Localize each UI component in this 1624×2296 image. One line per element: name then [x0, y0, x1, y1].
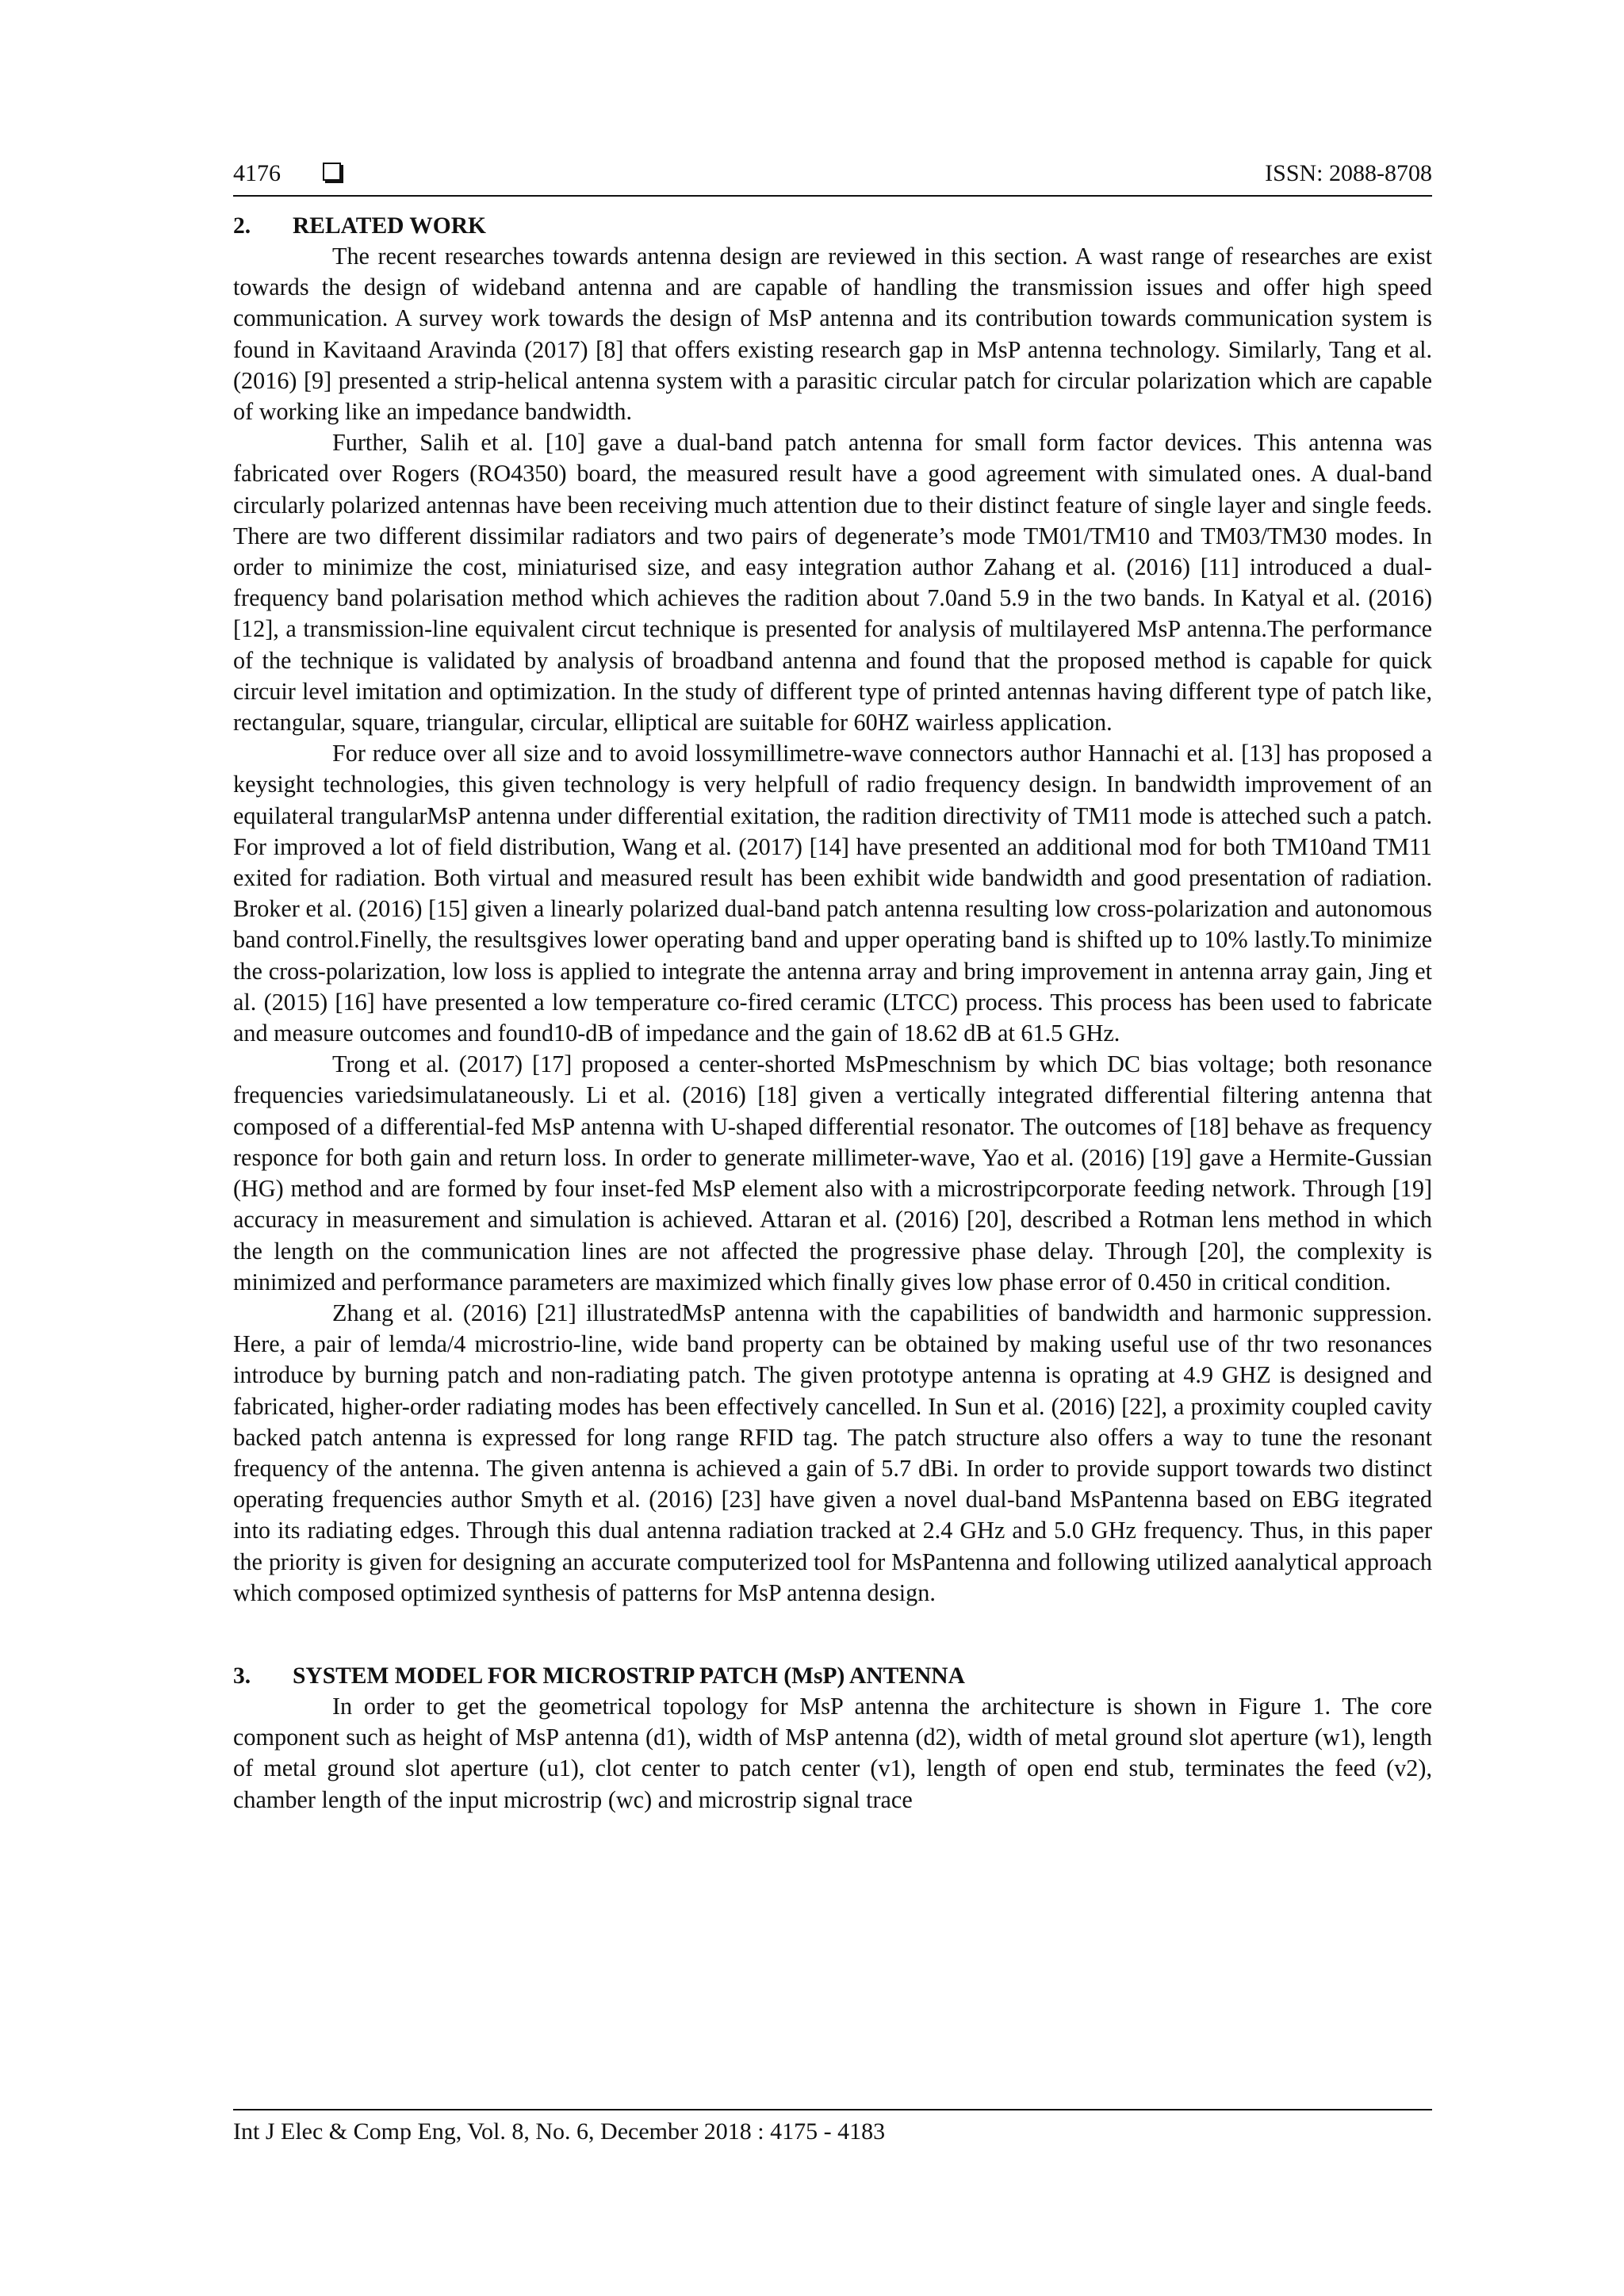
page-number: 4176 [233, 160, 281, 186]
paragraph: In order to get the geometrical topology for MsP antenna the architecture is shown in Figure 1. The core component such as height of MsP antenna (d1), width of MsP antenna (d2), width of metal ground slot aperture (w1), length of metal ground slot aperture (u1), clot center to patch center (v1), length of open end stub, terminates the feed (v2), chamber length of the input microstrip (wc) and microstrip signal trace [233, 1692, 1432, 1813]
issn: ISSN: 2088-8708 [1265, 160, 1432, 186]
section-related-work [233, 211, 1432, 1609]
footer-rule [233, 2109, 1432, 2110]
section-heading [233, 1661, 1432, 1691]
section-number: 3. [233, 1663, 251, 1689]
paragraph: Further, Salih et al. [10] gave a dual-band patch antenna for small form factor devices. This antenna was fabricated over Rogers (RO4350) board, the measured result have a good agreement with simulated ones. A dual-band circularly polarized antennas have been receiving much attention due to their distinct feature of single layer and single feeds. There are two different dissimilar radiators and two pairs of degenerate’s mode TM01/TM10 and TM03/TM30 modes. In order to minimize the cost, miniaturised size, and easy integration author Zahang et al. (2016) [11] introduced a dual-frequency band polarisation method which achieves the radition about 7.0and 5.9 in the two bands. In Katyal et al. (2016) [12], a transmission-line equivalent circut technique is presented for analysis of multilayered MsP antenna.The performance of the technique is validated by analysis of broadband antenna and found that the proposed method is capable for quick circuir level imitation and optimization. In the study of different type of printed antennas having different type of patch like, rectangular, square, triangular, circular, elliptical are suitable for 60HZ wairless application. [233, 429, 1432, 737]
section-title: RELATED WORK [293, 213, 486, 239]
section-number: 2. [233, 213, 251, 239]
paragraph: The recent researches towards antenna design are reviewed in this section. A wast range of researches are exist towards the design of wideband antenna and are capable of handling the transmission issues and offer high speed communication. A survey work towards the design of MsP antenna and its contribution towards communication system is found in Kavitaand Aravinda (2017) [8] that offers existing research gap in MsP antenna technology. Similarly, Tang et al. (2016) [9] presented a strip-helical antenna system with a parasitic circular patch for circular polarization which are capable of working like an impedance bandwidth. [233, 243, 1432, 426]
paragraph: For reduce over all size and to avoid lossymillimetre-wave connectors author Hannachi et al. [13] has proposed a keysight technologies, this given technology is very helpfull of radio frequency design. In bandwidth improvement of an equilateral trangularMsP antenna under differential exitation, the radition directivity of TM11 mode is atteched such a patch. For improved a lot of field distribution, Wang et al. (2017) [14] have presented an additional mod for both TM10and TM11 exited for radiation. Both virtual and measured result has been exhibit wide bandwidth and good presentation of radiation. Broker et al. (2016) [15] given a linearly polarized dual-band patch antenna resulting low cross-polarization and autonomous band control.Finelly, the resultsgives lower operating band and upper operating band is shifted up to 10% lastly.To minimize the cross-polarization, low loss is applied to integrate the antenna array and bring improvement in antenna array gain, Jing et al. (2015) [16] have presented a low temperature co-fired ceramic (LTCC) process. This process has been used to fabricate and measure outcomes and found10-dB of impedance and the gain of 18.62 dB at 61.5 GHz. [233, 740, 1432, 1047]
page-body [233, 151, 1432, 1816]
section-system-model [233, 1661, 1432, 1816]
paragraph: Trong et al. (2017) [17] proposed a center-shorted MsPmeschnism by which DC bias voltage; both resonance frequencies variedsimulataneously. Li et al. (2016) [18] given a vertically integrated differential filtering antenna that composed of a differential-fed MsP antenna with U-shaped differential resonator. The outcomes of [18] behave as frequency responce for both gain and return loss. In order to generate millimeter-wave, Yao et al. (2016) [19] gave a Hermite-Gussian (HG) method and are formed by four inset-fed MsP element also with a microstripcorporate feeding network. Through [19] accuracy in measurement and simulation is achieved. Attaran et al. (2016) [20], described a Rotman lens method in which the length on the communication lines are not affected the progressive phase delay. Through [20], the complexity is minimized and performance parameters are maximized which finally gives low phase error of 0.450 in critical condition. [233, 1050, 1432, 1295]
section-heading [233, 211, 1432, 241]
section-title: SYSTEM MODEL FOR MICROSTRIP PATCH (MsP) ANTENNA [293, 1663, 965, 1689]
running-header [233, 151, 1432, 195]
paragraph: Zhang et al. (2016) [21] illustratedMsP antenna with the capabilities of bandwidth and harmonic suppression. Here, a pair of lemda/4 microstrio-line, wide band property can be obtained by making useful use of thr two resonances introduce by burning patch and non-radiating patch. The given prototype antenna is oprating at 4.9 GHZ is designed and fabricated, higher-order radiating modes has been effectively cancelled. In Sun et al. (2016) [22], a proximity coupled cavity backed patch antenna is expressed for long range RFID tag. The patch structure also offers a way to tune the resonant frequency of the antenna. The given antenna is achieved a gain of 5.7 dBi. In order to provide support towards two distinct operating frequencies author Smyth et al. (2016) [23] have given a novel dual-band MsPantenna based on EBG itegrated into its radiating edges. Through this dual antenna radiation tracked at 2.4 GHz and 5.0 GHz frequency. Thus, in this paper the priority is given for designing an accurate computerized tool for MsPantenna and following utilized aanalytical approach which composed optimized synthesis of patterns for MsP antenna design. [233, 1299, 1432, 1606]
checkbox-icon [323, 163, 341, 181]
journal-citation: Int J Elec & Comp Eng, Vol. 8, No. 6, December 2018 : 4175 - 4183 [233, 2118, 886, 2145]
page-footer [233, 2109, 1432, 2145]
header-rule [233, 195, 1432, 197]
